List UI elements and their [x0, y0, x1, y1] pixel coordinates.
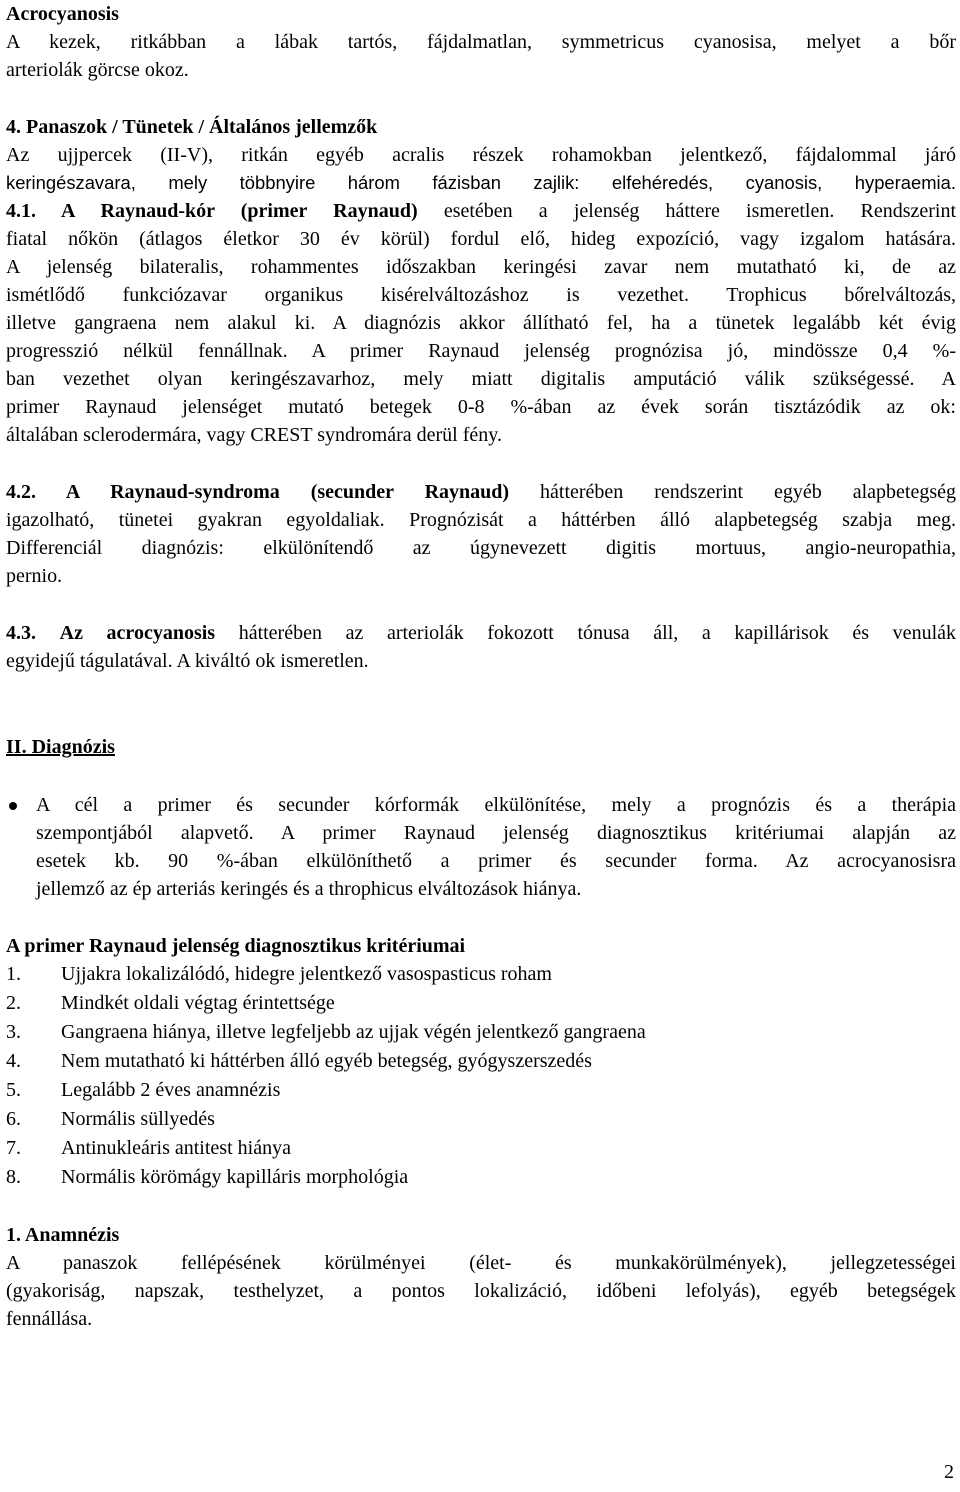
criteria-item-number: 3. [6, 1021, 21, 1043]
section-4-2-line: igazolható, tünetei gyakran egyoldaliak. Prognózisát a háttérben álló alapbetegség szabja meg. [6, 509, 956, 531]
criteria-item-text: Normális körömágy kapilláris morphológia [61, 1166, 409, 1188]
criteria-item-number: 4. [6, 1050, 21, 1072]
anamnesis-line: A panaszok fellépésének körülményei (élet- és munkakörülmények), jellegzetességei [6, 1252, 956, 1274]
criteria-item [6, 1134, 956, 1163]
diagnosis-bullet-line: szempontjából alapvető. A primer Raynaud jelenség diagnosztikus kritériumai alapján az [36, 822, 956, 844]
criteria-item-text: Legalább 2 éves anamnézis [61, 1079, 281, 1101]
criteria-item-text: Mindkét oldali végtag érintettsége [61, 992, 335, 1014]
section-4-1-line: illetve gangraena nem alakul ki. A diagnózis akkor állítható fel, ha a tünetek legalább két évig [6, 312, 956, 334]
acrocyanosis-line: arteriolák görcse okoz. [6, 59, 189, 81]
acrocyanosis-line: A kezek, ritkábban a lábak tartós, fájdalmatlan, symmetricus cyanosisa, melyet a bőr [6, 31, 956, 53]
criteria-item [6, 960, 956, 989]
section-4-1-line: ismétlődő funkciózavar organikus kisérelváltozáshoz is vezethet. Trophicus bőrelváltozás, [6, 284, 956, 306]
criteria-item-text: Antinukleáris antitest hiánya [61, 1137, 291, 1159]
section-4-heading: 4. Panaszok / Tünetek / Általános jellemzők [6, 116, 378, 138]
anamnesis-heading: 1. Anamnézis [6, 1224, 120, 1246]
criteria-item-number: 1. [6, 963, 21, 985]
criteria-item-number: 5. [6, 1079, 21, 1101]
section-4-2-line: Differenciál diagnózis: elkülönítendő az úgynevezett digitis mortuus, angio-neuropathia, [6, 537, 956, 559]
anamnesis-line: (gyakoriság, napszak, testhelyzet, a pontos lokalizáció, időbeni lefolyás), egyéb betegségek [6, 1280, 956, 1302]
criteria-item-text: Ujjakra lokalizálódó, hidegre jelentkező vasospasticus roham [61, 963, 552, 985]
section-4-1-line: általában sclerodermára, vagy CREST syndromára derül fény. [6, 424, 502, 446]
criteria-item-text: Gangraena hiánya, illetve legfeljebb az ujjak végén jelentkező gangraena [61, 1021, 646, 1043]
section-4-1-line: progresszió nélkül fennállnak. A primer Raynaud jelenség prognózisa jó, mindössze 0,4 %- [6, 340, 956, 362]
criteria-item [6, 1105, 956, 1134]
acrocyanosis-heading: Acrocyanosis [6, 3, 119, 25]
diagnosis-bullet [6, 791, 956, 903]
criteria-item [6, 1018, 956, 1047]
section-4-2-line: pernio. [6, 565, 63, 587]
section-4-line: Az ujjpercek (II-V), ritkán egyéb acralis részek rohamokban jelentkező, fájdalommal járó [6, 144, 956, 166]
section-4-1-heading: 4.1. A Raynaud-kór (primer Raynaud) [6, 200, 418, 222]
section-4-1-line: 4.1. A Raynaud-kór (primer Raynaud) esetében a jelenség háttere ismeretlen. Rendszerint [6, 200, 957, 222]
diagnosis-bullet-line: A cél a primer és secunder kórformák elkülönítése, mely a prognózis és a therápia [36, 794, 956, 816]
page-number: 2 [944, 1461, 954, 1483]
diagnosis-bullet-line: esetek kb. 90 %-ában elkülöníthető a primer és secunder forma. Az acrocyanosisra [36, 850, 956, 872]
section-4-2-heading: 4.2. A Raynaud-syndroma (secunder Raynaud) [6, 481, 510, 503]
criteria-list [6, 960, 956, 1192]
criteria-heading: A primer Raynaud jelenség diagnosztikus kritériumai [6, 935, 466, 957]
section-4-1-line: A jelenség bilateralis, rohammentes időszakban keringési zavar nem mutatható ki, de az [6, 256, 956, 278]
section-4-2-line: 4.2. A Raynaud-syndroma (secunder Raynaud) hátterében rendszerint egyéb alapbetegség [6, 481, 956, 503]
criteria-item-number: 8. [6, 1166, 21, 1188]
section-4-3-line: egyidejű tágulatával. A kiváltó ok ismeretlen. [6, 650, 369, 672]
bullet-dot-icon [9, 802, 17, 810]
section-4-1-line: ban vezethet olyan keringészavarhoz, mely miatt digitalis amputáció válik szükségessé. A [6, 368, 956, 390]
section-4-3-heading: Az acrocyanosis [59, 622, 216, 644]
criteria-item [6, 1163, 956, 1192]
criteria-item-text: Normális süllyedés [61, 1108, 215, 1130]
criteria-item-number: 7. [6, 1137, 21, 1159]
anamnesis-line: fennállása. [6, 1308, 93, 1330]
section-4-3-line: 4.3. Az acrocyanosis hátterében az arteriolák fokozott tónusa áll, a kapillárisok és venulák [6, 622, 956, 644]
criteria-item-number: 2. [6, 992, 21, 1014]
criteria-item-text: Nem mutatható ki háttérben álló egyéb betegség, gyógyszerszedés [61, 1050, 592, 1072]
criteria-item [6, 1047, 956, 1076]
criteria-item [6, 1076, 956, 1105]
diagnosis-heading: II. Diagnózis [6, 736, 115, 758]
section-4-line: keringészavara, mely többnyire három fázisban zajlik: elfehéredés, cyanosis, hyperaemia. [6, 172, 956, 193]
section-4-1-line: primer Raynaud jelenséget mutató betegek 0-8 %-ában az évek során tisztázódik az ok: [6, 396, 956, 418]
criteria-item [6, 989, 956, 1018]
section-4-3-number: 4.3. [6, 622, 36, 644]
document-page [6, 0, 956, 1333]
section-4-1-line: fiatal nőkön (átlagos életkor 30 év körül) fordul elő, hideg expozíció, vagy izgalom hatására. [6, 228, 956, 250]
diagnosis-bullet-line: jellemző az ép arteriás keringés és a throphicus elváltozások hiánya. [36, 878, 582, 900]
criteria-item-number: 6. [6, 1108, 21, 1130]
